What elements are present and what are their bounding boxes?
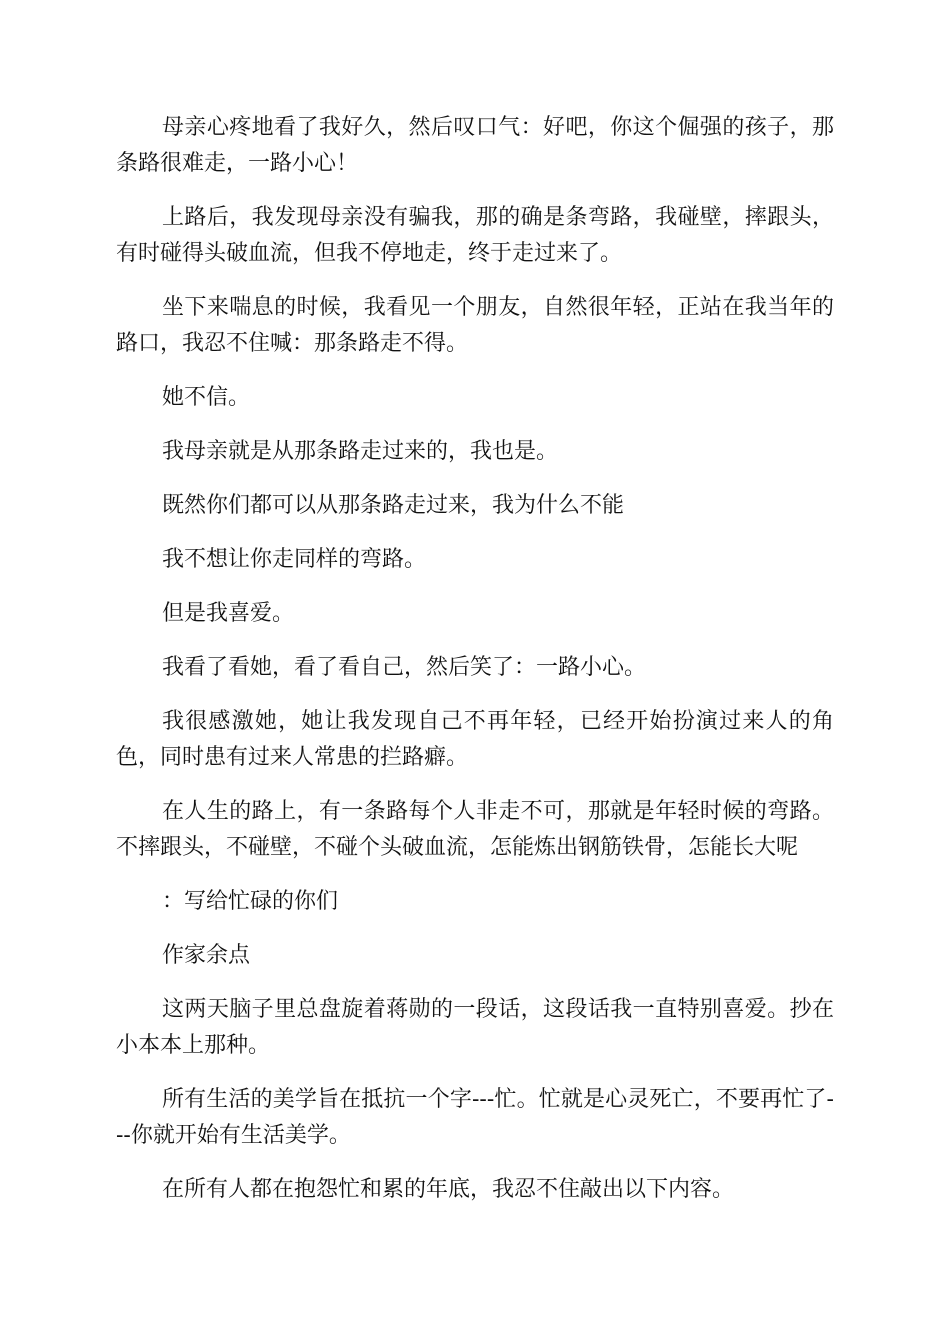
paragraph-14: 这两天脑子里总盘旋着蒋勋的一段话，这段话我一直特别喜爱。抄在小本本上那种。 [116, 997, 834, 1058]
paragraph-1: 母亲心疼地看了我好久，然后叹口气：好吧，你这个倔强的孩子，那条路很难走，一路小心！ [116, 115, 834, 176]
paragraph-5: 我母亲就是从那条路走过来的，我也是。 [162, 439, 559, 464]
paragraph-12: ：写给忙碌的你们 [162, 889, 339, 914]
paragraph-2: 上路后，我发现母亲没有骗我，那的确是条弯路，我碰壁，摔跟头，有时碰得头破血流，但我不停地走，终于走过来了。 [116, 205, 834, 266]
paragraph-16: 在所有人都在抱怨忙和累的年底，我忍不住敲出以下内容。 [162, 1177, 735, 1202]
paragraph-7: 我不想让你走同样的弯路。 [162, 547, 427, 572]
paragraph-11: 在人生的路上，有一条路每个人非走不可，那就是年轻时候的弯路。不摔跟头，不碰壁，不碰个头破血流，怎能炼出钢筋铁骨，怎能长大呢 [116, 799, 834, 860]
paragraph-10: 我很感激她，她让我发现自己不再年轻，已经开始扮演过来人的角色，同时患有过来人常患的拦路癖。 [116, 709, 834, 770]
paragraph-9: 我看了看她，看了看自己，然后笑了：一路小心。 [162, 655, 647, 680]
paragraph-3: 坐下来喘息的时候，我看见一个朋友，自然很年轻，正站在我当年的路口，我忍不住喊：那条路走不得。 [116, 295, 834, 356]
document-body [116, 110, 834, 1226]
paragraph-13: 作家余点 [162, 943, 251, 968]
paragraph-15: 所有生活的美学旨在抵抗一个字---忙。忙就是心灵死亡，不要再忙了---你就开始有生活美学。 [116, 1087, 834, 1148]
paragraph-4: 她不信。 [162, 385, 251, 410]
paragraph-8: 但是我喜爱。 [162, 601, 295, 626]
paragraph-6: 既然你们都可以从那条路走过来，我为什么不能 [162, 493, 625, 518]
